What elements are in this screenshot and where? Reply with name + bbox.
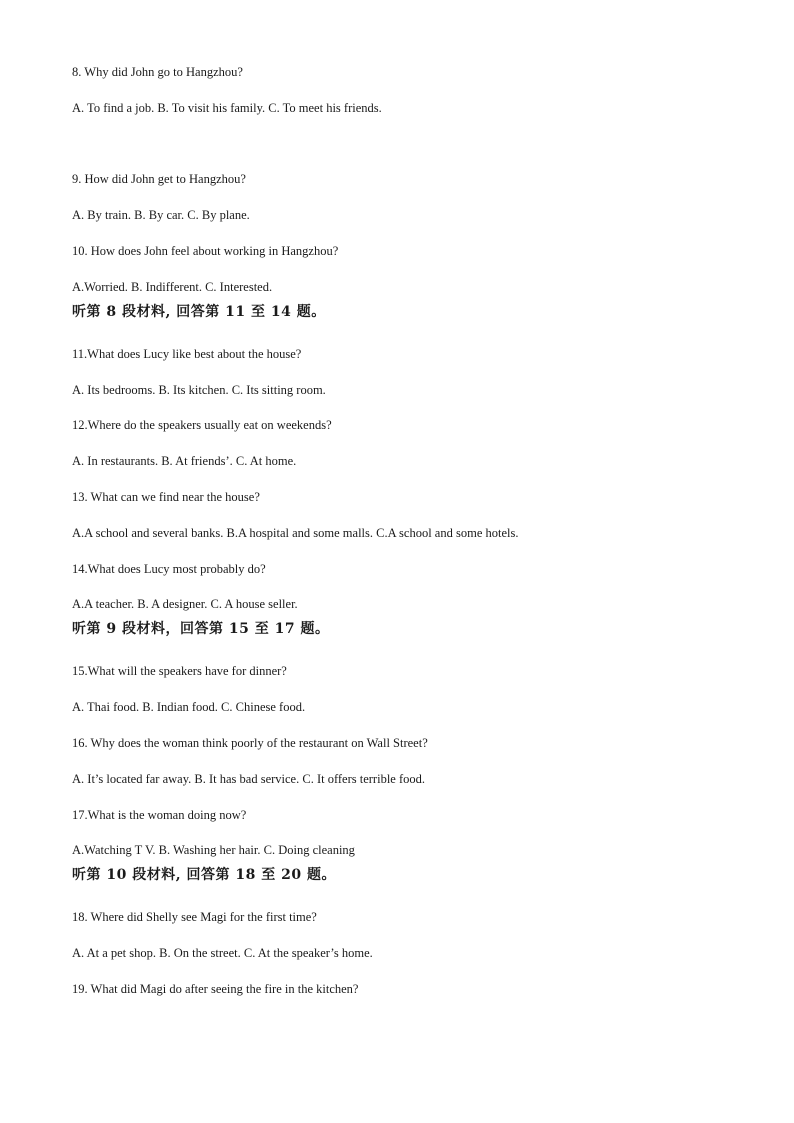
- question-17: 17.What is the woman doing now?: [72, 808, 247, 822]
- question-8: 8. Why did John go to Hangzhou?: [72, 65, 243, 79]
- options-13: A.A school and several banks. B.A hospital and some malls. C.A school and some hotels.: [72, 526, 519, 540]
- options-10: A.Worried. B. Indifferent. C. Interested.: [72, 280, 273, 294]
- options-11: A. Its bedrooms. B. Its kitchen. C. Its sitting room.: [72, 383, 326, 397]
- question-15: 15.What will the speakers have for dinner?: [72, 664, 287, 678]
- options-16: A. It’s located far away. B. It has bad service. C. It offers terrible food.: [72, 772, 426, 786]
- question-11: 11.What does Lucy like best about the house?: [72, 347, 302, 361]
- question-16: 16. Why does the woman think poorly of the restaurant on Wall Street?: [72, 736, 428, 750]
- question-12: 12.Where do the speakers usually eat on weekends?: [72, 418, 332, 432]
- options-15: A. Thai food. B. Indian food. C. Chinese food.: [72, 700, 306, 714]
- options-18: A. At a pet shop. B. On the street. C. At the speaker’s home.: [72, 946, 373, 960]
- question-13: 13. What can we find near the house?: [72, 490, 260, 504]
- options-8: A. To find a job. B. To visit his family. C. To meet his friends.: [72, 101, 382, 115]
- section-heading-8: 听第 8 段材料, 回答第 11 至 14 题。: [72, 304, 326, 320]
- question-18: 18. Where did Shelly see Magi for the first time?: [72, 910, 317, 924]
- section-heading-9: 听第 9 段材料，回答第 15 至 17 题。: [72, 621, 330, 637]
- question-10: 10. How does John feel about working in Hangzhou?: [72, 244, 339, 258]
- options-14: A.A teacher. B. A designer. C. A house seller.: [72, 597, 298, 611]
- question-14: 14.What does Lucy most probably do?: [72, 562, 266, 576]
- question-19: 19. What did Magi do after seeing the fire in the kitchen?: [72, 982, 359, 996]
- options-12: A. In restaurants. B. At friends’. C. At home.: [72, 454, 297, 468]
- question-9: 9. How did John get to Hangzhou?: [72, 172, 246, 186]
- options-9: A. By train. B. By car. C. By plane.: [72, 208, 250, 222]
- section-heading-10: 听第 10 段材料, 回答第 18 至 20 题。: [72, 867, 336, 883]
- options-17: A.Watching T V. B. Washing her hair. C. Doing cleaning: [72, 843, 355, 857]
